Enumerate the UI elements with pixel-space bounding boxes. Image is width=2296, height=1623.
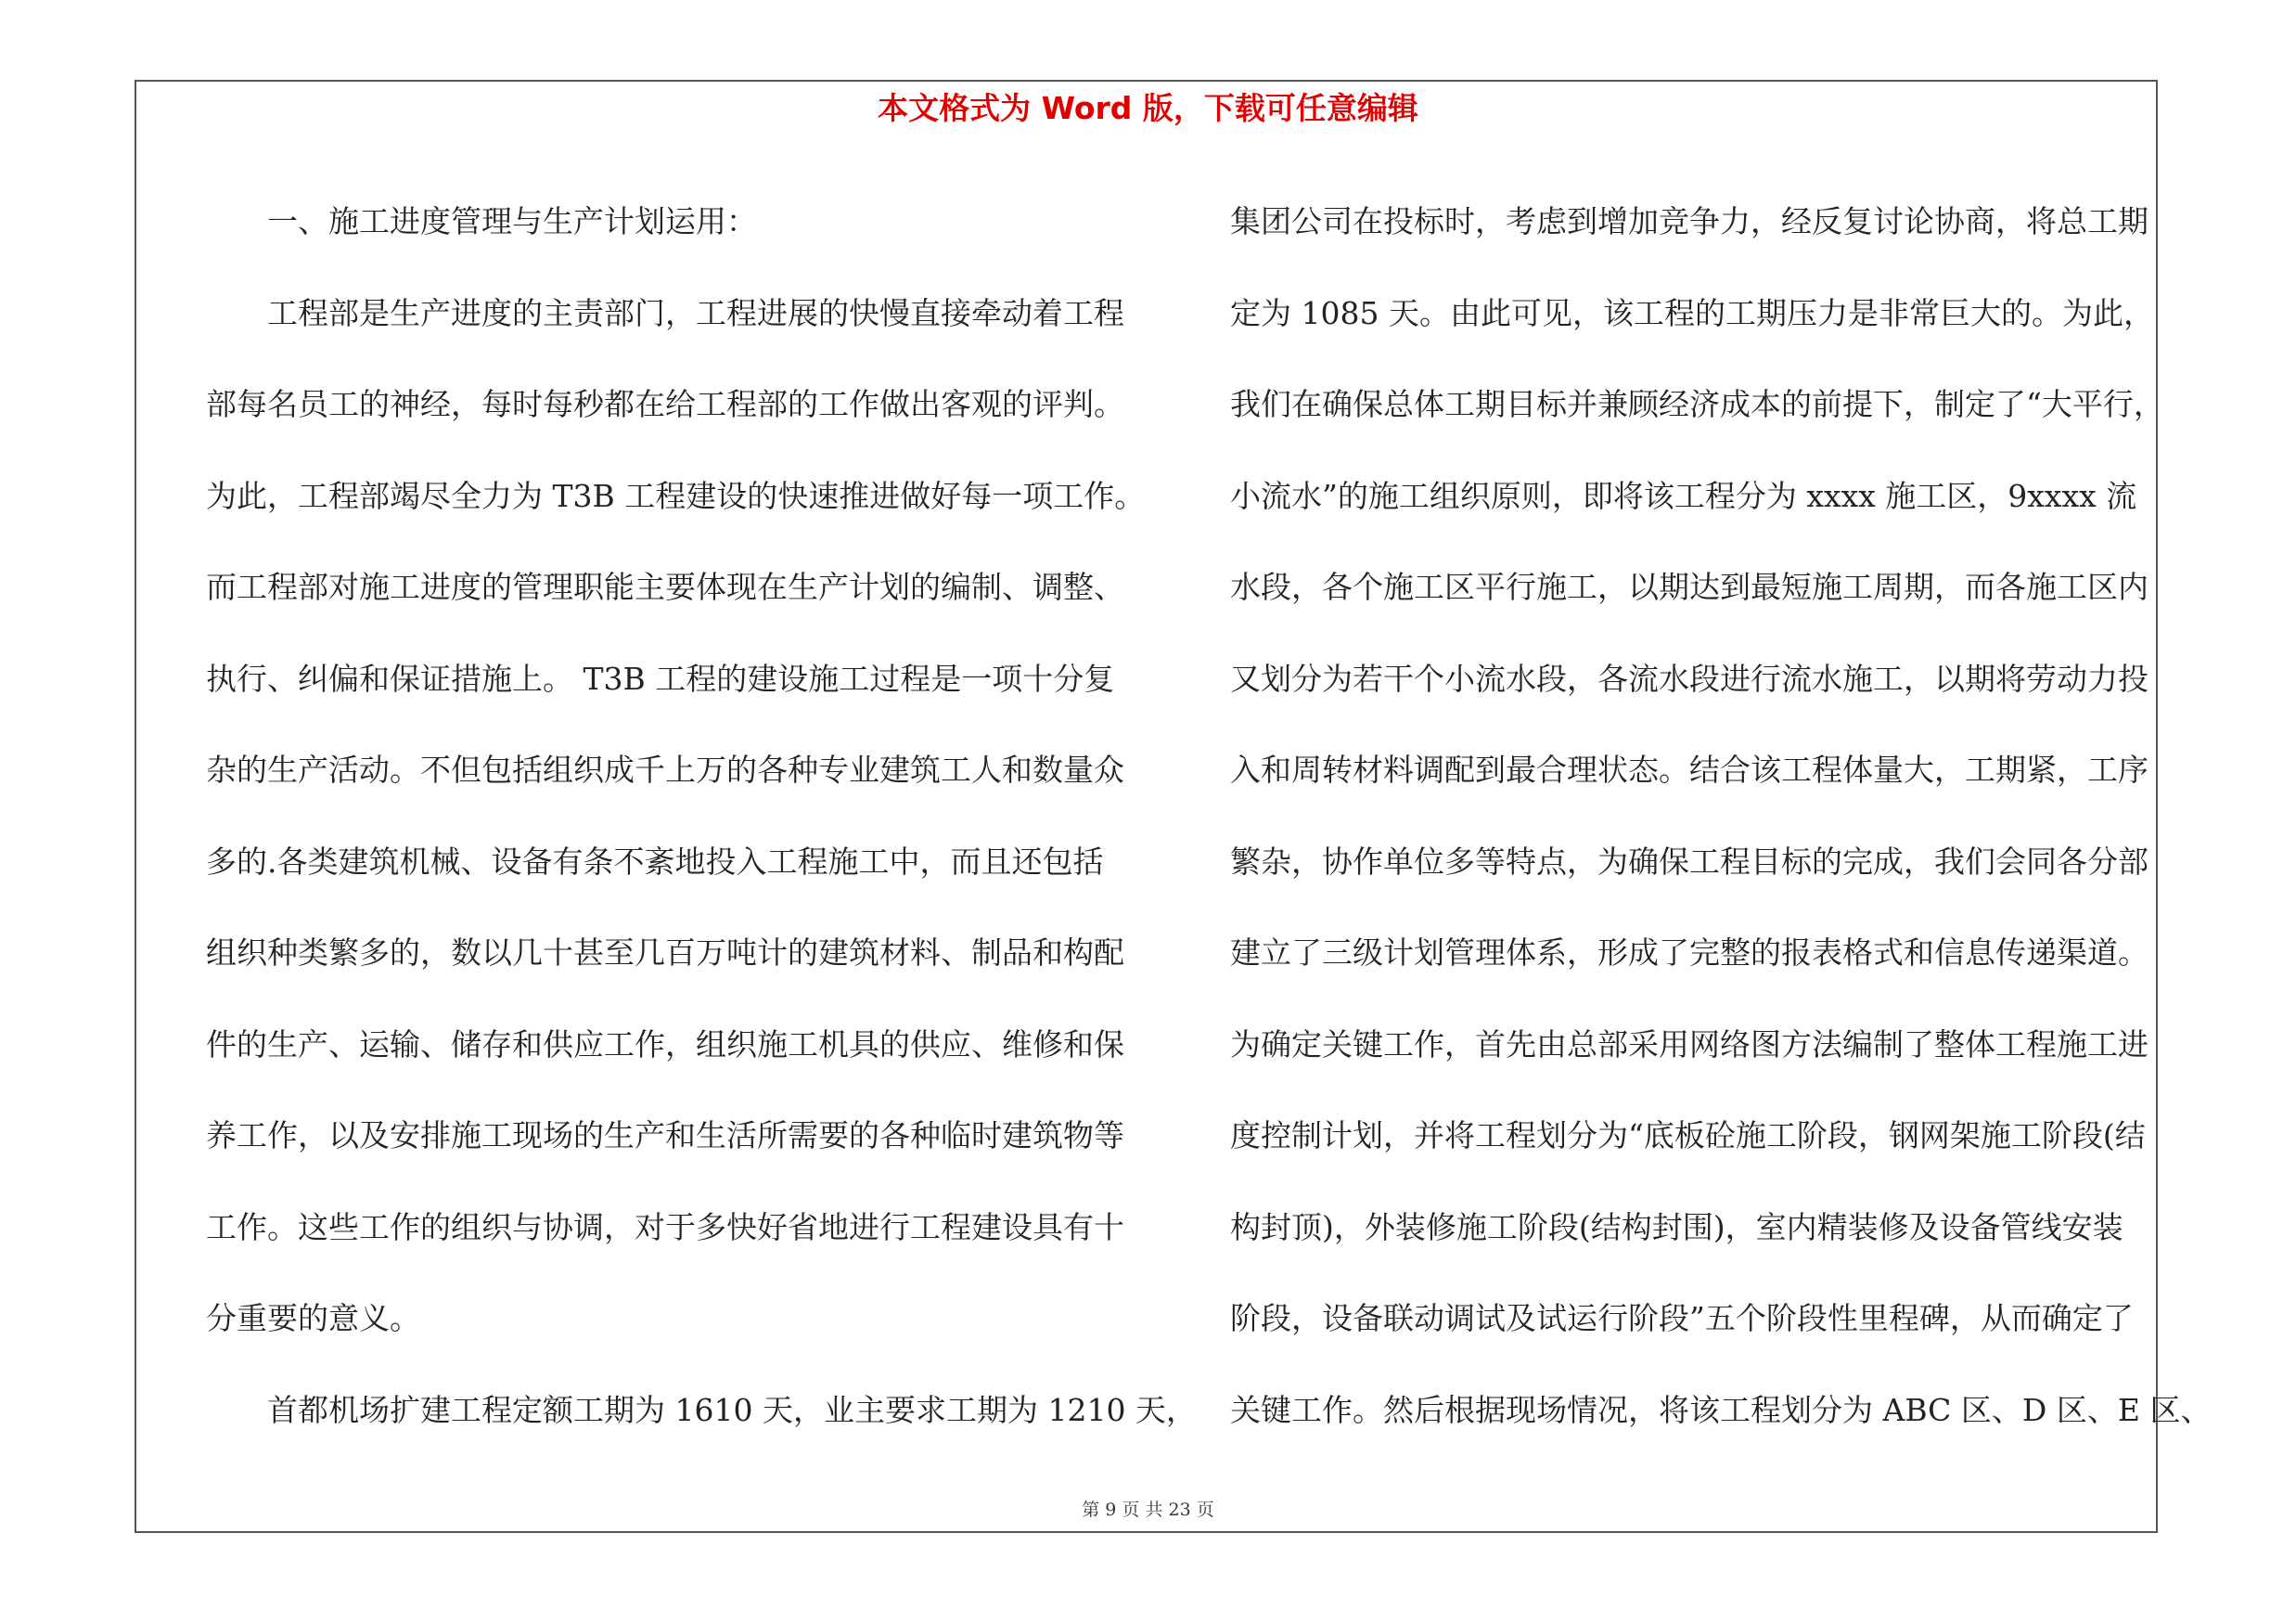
text-line: 构封顶)，外装修施工阶段(结构封围)，室内精装修及设备管线安装 bbox=[1230, 1208, 2123, 1245]
text-line: 执行、纠偏和保证措施上。 T3B 工程的建设施工过程是一项十分复 bbox=[206, 660, 1115, 697]
text-line: 阶段，设备联动调试及试运行阶段”五个阶段性里程碑，从而确定了 bbox=[1230, 1300, 2134, 1336]
text-line: 分重要的意义。 bbox=[206, 1300, 420, 1336]
left-column bbox=[206, 176, 1197, 1456]
right-column bbox=[1230, 176, 2212, 1456]
text-line: 首都机场扩建工程定额工期为 1610 天，业主要求工期为 1210 天， bbox=[206, 1391, 1197, 1428]
text-line: 又划分为若干个小流水段，各流水段进行流水施工，以期将劳动力投 bbox=[1230, 660, 2148, 697]
text-line: 部每名员工的神经，每时每秒都在给工程部的工作做出客观的评判。 bbox=[206, 386, 1124, 422]
text-line: 小流水”的施工组织原则，即将该工程分为 xxxx 施工区，9xxxx 流 bbox=[1230, 477, 2137, 514]
text-line: 多的.各类建筑机械、设备有条不紊地投入工程施工中，而且还包括 bbox=[206, 843, 1104, 880]
text-line: 工作。这些工作的组织与协调，对于多快好省地进行工程建设具有十 bbox=[206, 1208, 1124, 1245]
format-banner: 本文格式为 Word 版，下载可任意编辑 bbox=[878, 90, 1418, 126]
text-line: 件的生产、运输、储存和供应工作，组织施工机具的供应、维修和保 bbox=[206, 1025, 1124, 1063]
text-line: 水段，各个施工区平行施工，以期达到最短施工周期，而各施工区内 bbox=[1230, 569, 2148, 605]
text-line: 我们在确保总体工期目标并兼顾经济成本的前提下，制定了“大平行， bbox=[1230, 386, 2164, 422]
text-line: 为确定关键工作，首先由总部采用网络图方法编制了整体工程施工进 bbox=[1230, 1025, 2148, 1063]
text-line: 养工作，以及安排施工现场的生产和生活所需要的各种临时建筑物等 bbox=[206, 1117, 1124, 1153]
text-line: 而工程部对施工进度的管理职能主要体现在生产计划的编制、调整、 bbox=[206, 569, 1124, 605]
text-line: 度控制计划，并将工程划分为“底板砼施工阶段，钢网架施工阶段(结 bbox=[1230, 1117, 2146, 1153]
text-line: 杂的生产活动。不但包括组织成千上万的各种专业建筑工人和数量众 bbox=[206, 752, 1124, 788]
text-line: 组织种类繁多的，数以几十甚至几百万吨计的建筑材料、制品和构配 bbox=[206, 934, 1124, 971]
text-line: 建立了三级计划管理体系，形成了完整的报表格式和信息传递渠道。 bbox=[1230, 934, 2148, 971]
text-line: 一、施工进度管理与生产计划运用： bbox=[206, 203, 757, 239]
text-line: 集团公司在投标时，考虑到增加竞争力，经反复讨论协商，将总工期 bbox=[1230, 203, 2148, 239]
text-line: 为此，工程部竭尽全力为 T3B 工程建设的快速推进做好每一项工作。 bbox=[206, 477, 1146, 514]
text-line: 工程部是生产进度的主责部门，工程进展的快慢直接牵动着工程 bbox=[206, 294, 1124, 331]
text-line: 繁杂，协作单位多等特点，为确保工程目标的完成，我们会同各分部 bbox=[1230, 843, 2148, 880]
text-line: 定为 1085 天。由此可见，该工程的工期压力是非常巨大的。为此， bbox=[1230, 294, 2154, 331]
page-number-footer: 第 9 页 共 23 页 bbox=[1082, 1500, 1214, 1520]
text-line: 入和周转材料调配到最合理状态。结合该工程体量大，工期紧，工序 bbox=[1230, 752, 2148, 788]
text-line: 关键工作。然后根据现场情况，将该工程划分为 ABC 区、D 区、E 区、 bbox=[1230, 1391, 2212, 1428]
